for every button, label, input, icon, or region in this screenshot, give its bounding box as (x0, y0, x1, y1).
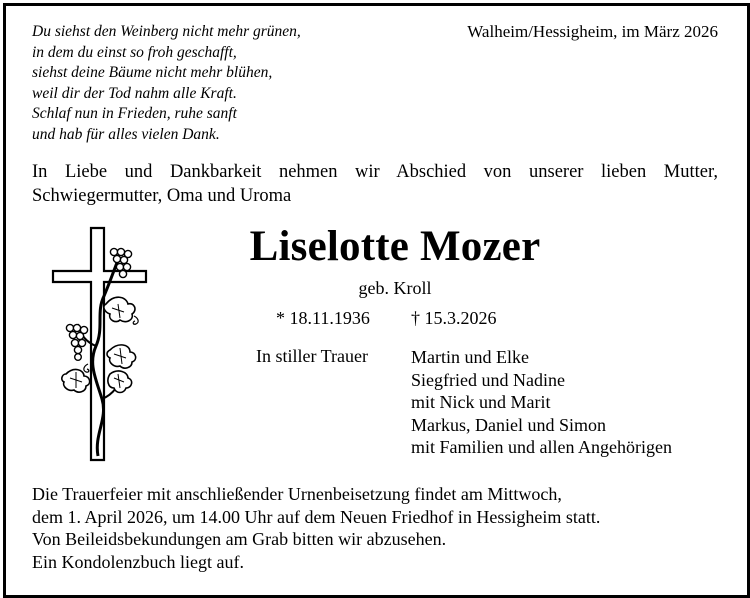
closing-line: Die Trauerfeier mit anschließender Urnenbeisetzung findet am Mittwoch, (32, 484, 562, 504)
poem-line: Du siehst den Weinberg nicht mehr grünen, (32, 23, 301, 40)
closing-line: Von Beileidsbekundungen am Grab bitten wir abzusehen. (32, 529, 447, 550)
family-line: Martin und Elke (411, 347, 529, 367)
family-line: Markus, Daniel und Simon (411, 414, 606, 435)
place-and-date: Walheim/Hessigheim, im März 2026 (467, 22, 718, 41)
intro-text: In Liebe und Dankbarkeit nehmen wir Abschied von unserer lieben Mutter, Schwiegermutter, Oma und Uroma (32, 162, 718, 206)
family-list (411, 346, 672, 459)
poem-line: in dem du einst so froh geschafft, (32, 43, 237, 61)
poem (32, 22, 301, 146)
family-line: Siegfried und Nadine (411, 369, 565, 390)
death-date: † 15.3.2026 (411, 308, 497, 328)
poem-line: siehst deine Bäume nicht mehr blühen, (32, 64, 273, 82)
family-line: mit Familien und allen Angehörigen (411, 437, 672, 457)
birth-name: geb. Kroll (358, 278, 432, 298)
birth-date: * 18.11.1936 (276, 308, 370, 328)
poem-line: und hab für alles vielen Dank. (32, 125, 220, 143)
deceased-name: Liselotte Mozer (249, 223, 541, 270)
family-line: mit Nick und Marit (411, 392, 551, 412)
poem-line: Schlaf nun in Frieden, ruhe sanft (32, 105, 237, 123)
closing-line: dem 1. April 2026, um 14.00 Uhr auf dem Neuen Friedhof in Hessigheim statt. (32, 506, 601, 527)
closing-line: Ein Kondolenzbuch liegt auf. (32, 551, 244, 572)
closing-text (32, 483, 600, 573)
poem-line: weil dir der Tod nahm alle Kraft. (32, 84, 237, 102)
mourning-label: In stiller Trauer (256, 346, 368, 366)
